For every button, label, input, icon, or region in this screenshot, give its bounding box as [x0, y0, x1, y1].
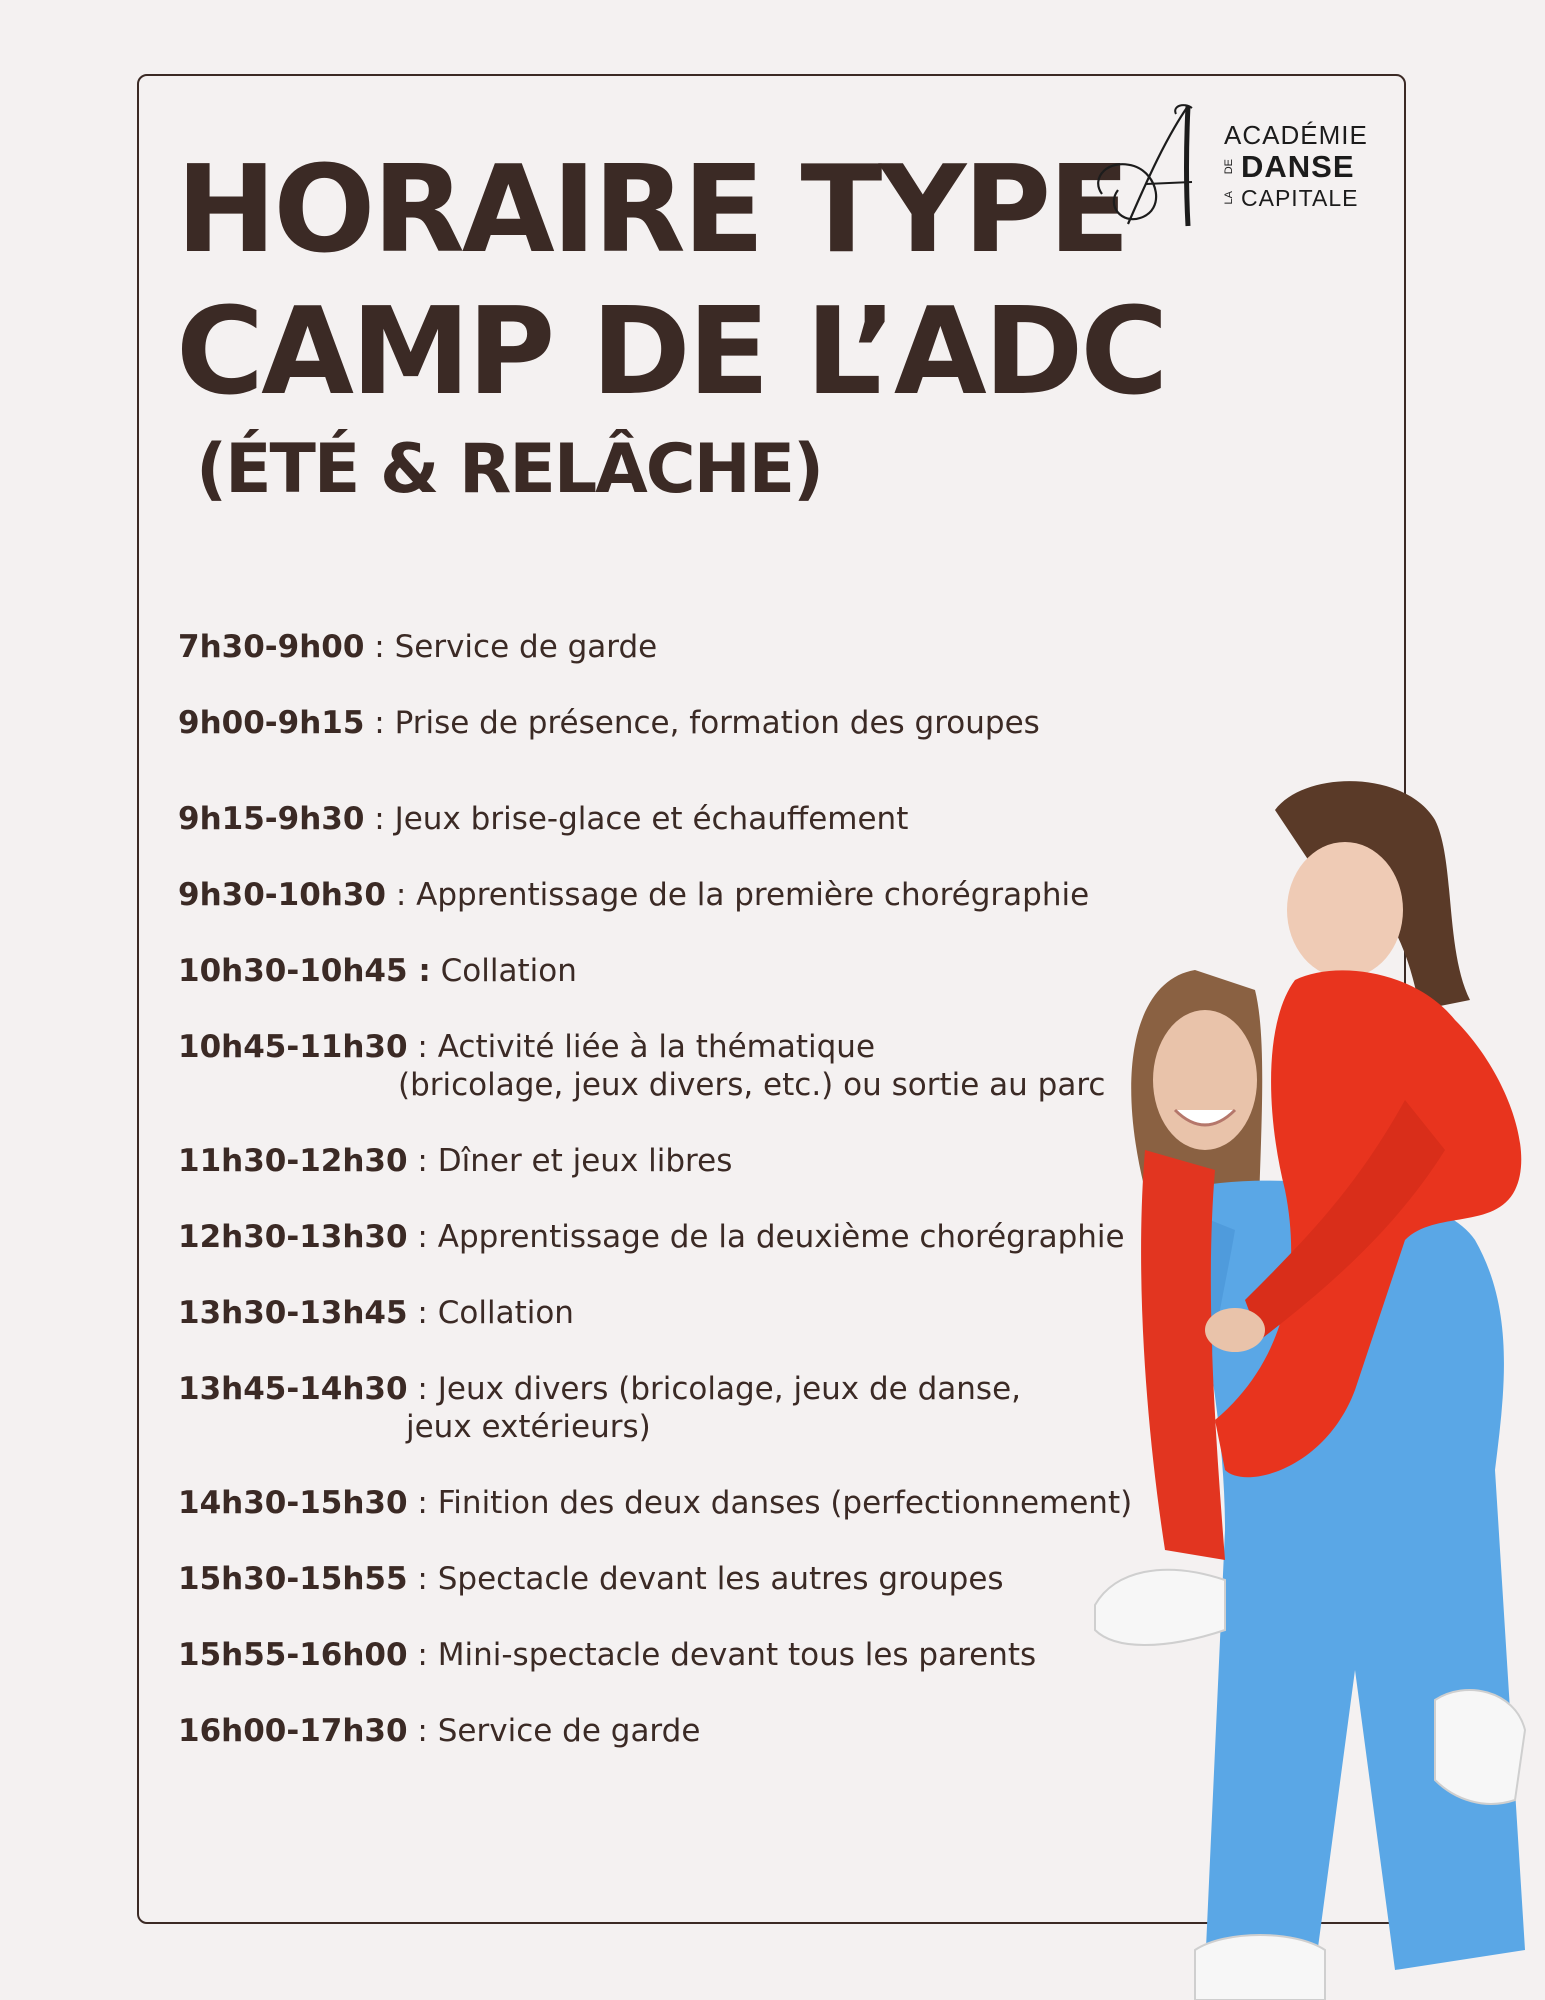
schedule-separator: : — [407, 1295, 438, 1331]
schedule-activity: Jeux brise-glace et échauffement — [394, 801, 909, 837]
page-title — [176, 140, 1165, 424]
dancers-photo — [1075, 770, 1545, 2000]
schedule-activity: Collation — [440, 953, 577, 989]
title-line-1: HORAIRE TYPE — [176, 141, 1128, 280]
schedule-item — [178, 1028, 1105, 1104]
schedule-activity: Service de garde — [437, 1713, 701, 1749]
schedule-time: 9h15-9h30 — [178, 801, 365, 837]
schedule-separator: : — [364, 705, 395, 741]
schedule-separator: : — [364, 801, 395, 837]
schedule-activity: Dîner et jeux libres — [437, 1143, 733, 1179]
schedule-item — [178, 1218, 1125, 1256]
schedule-activity: Apprentissage de la deuxième chorégraphie — [437, 1219, 1125, 1255]
schedule-time: 10h45-11h30 — [178, 1029, 408, 1065]
schedule-activity: Apprentissage de la première chorégraphie — [416, 877, 1090, 913]
schedule-activity: Spectacle devant les autres groupes — [437, 1561, 1004, 1597]
schedule-activity-continued: (bricolage, jeux divers, etc.) ou sortie au parc — [398, 1067, 1106, 1103]
schedule-separator: : — [386, 877, 417, 913]
schedule-time: 7h30-9h00 — [178, 629, 365, 665]
schedule-time: 9h30-10h30 — [178, 877, 386, 913]
logo-line-danse: DANSE — [1241, 149, 1355, 184]
logo-line-academie: ACADÉMIE — [1224, 120, 1368, 150]
schedule-time: 15h55-16h00 — [178, 1637, 408, 1673]
schedule-item — [178, 1142, 732, 1180]
schedule-time: 13h30-13h45 — [178, 1295, 408, 1331]
schedule-item — [178, 704, 1040, 742]
schedule-item — [178, 1712, 700, 1750]
schedule-separator: : — [407, 1143, 438, 1179]
academy-logo-text — [1224, 120, 1368, 212]
schedule-separator: : — [407, 1029, 438, 1065]
schedule-time: 9h00-9h15 — [178, 705, 365, 741]
schedule-item — [178, 952, 577, 990]
schedule-time: 12h30-13h30 — [178, 1219, 408, 1255]
schedule-activity: Finition des deux danses (perfectionnement) — [437, 1485, 1133, 1521]
academy-monogram-icon — [1088, 98, 1208, 233]
schedule-activity: Activité liée à la thématique — [437, 1029, 876, 1065]
schedule-separator: : — [407, 1637, 438, 1673]
schedule-time: 15h30-15h55 — [178, 1561, 408, 1597]
schedule-time: 13h45-14h30 — [178, 1371, 408, 1407]
schedule-time: 16h00-17h30 — [178, 1713, 408, 1749]
schedule-activity: Collation — [437, 1295, 574, 1331]
schedule-separator: : — [407, 1219, 438, 1255]
logo-small-la: LA — [1223, 191, 1235, 205]
academy-logo — [1088, 98, 1378, 233]
schedule-item — [178, 1370, 1021, 1446]
schedule-item — [178, 800, 908, 838]
schedule-separator: : — [364, 629, 395, 665]
logo-line-capitale: CAPITALE — [1241, 185, 1359, 211]
schedule-separator: : — [407, 1485, 438, 1521]
schedule-separator — [431, 953, 441, 989]
page-subtitle: (ÉTÉ & RELÂCHE) — [196, 430, 823, 509]
schedule-time: 10h30-10h45 : — [178, 953, 431, 989]
schedule-item — [178, 1294, 574, 1332]
schedule-activity: Service de garde — [394, 629, 658, 665]
schedule-activity: Prise de présence, formation des groupes — [394, 705, 1040, 741]
schedule-item — [178, 1636, 1036, 1674]
schedule-separator: : — [407, 1713, 438, 1749]
schedule-item — [178, 1484, 1132, 1522]
schedule-separator: : — [407, 1371, 438, 1407]
schedule-time: 14h30-15h30 — [178, 1485, 408, 1521]
schedule-item — [178, 876, 1089, 914]
schedule-time: 11h30-12h30 — [178, 1143, 408, 1179]
schedule-activity: Mini-spectacle devant tous les parents — [437, 1637, 1037, 1673]
title-line-2: CAMP DE L’ADC — [176, 283, 1166, 422]
schedule-item — [178, 628, 657, 666]
schedule-item — [178, 1560, 1004, 1598]
schedule-activity: Jeux divers (bricolage, jeux de danse, — [437, 1371, 1021, 1407]
schedule-activity-continued: jeux extérieurs) — [406, 1409, 651, 1445]
schedule-separator: : — [407, 1561, 438, 1597]
logo-small-de: DE — [1223, 159, 1235, 175]
